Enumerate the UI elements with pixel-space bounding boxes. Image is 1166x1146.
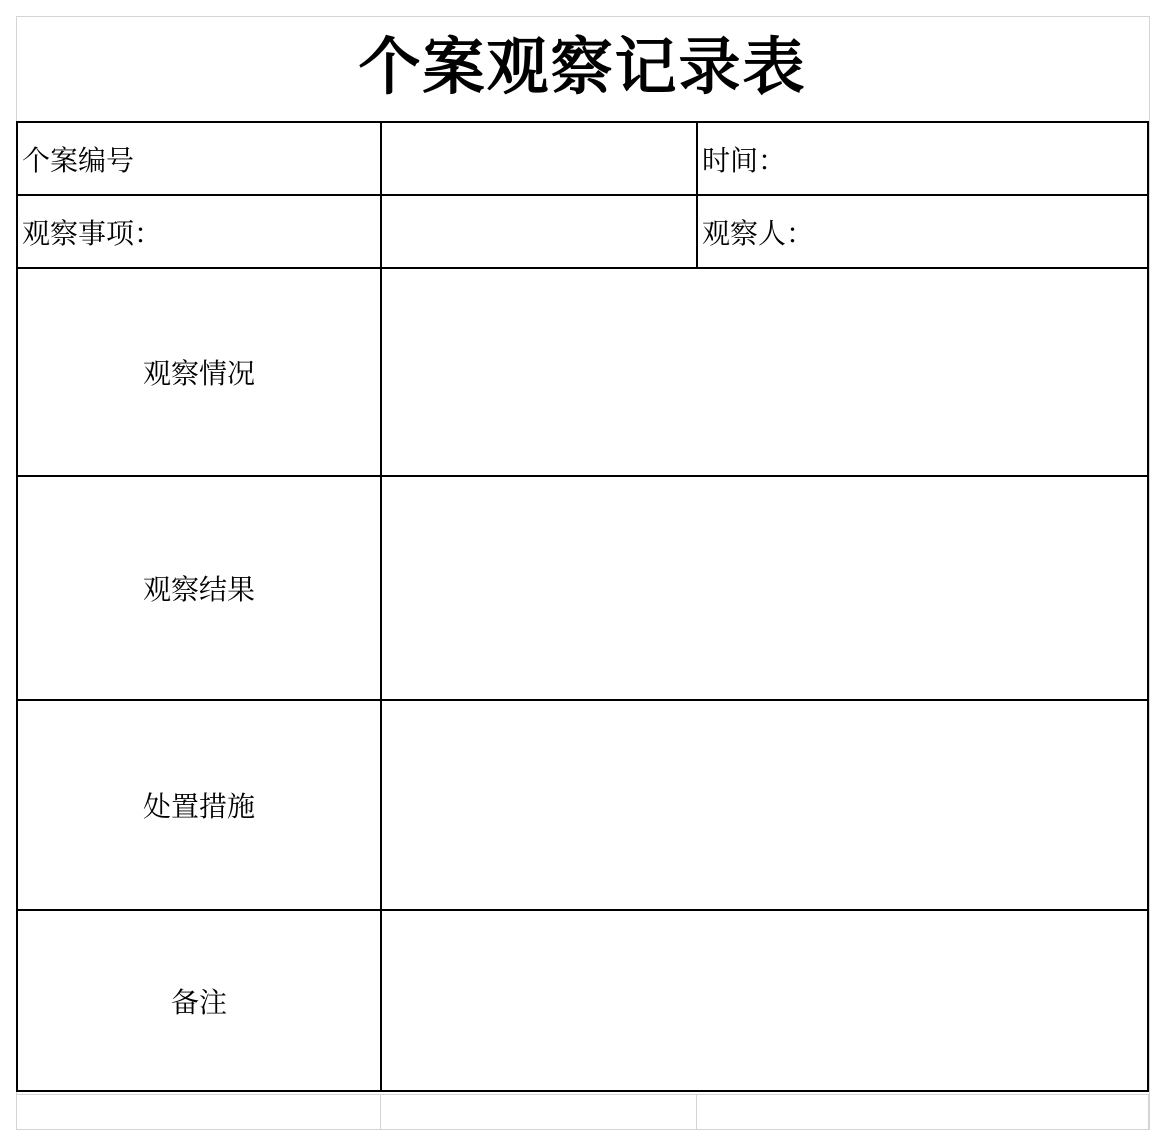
observation-situation-field[interactable] [382, 269, 1147, 475]
observation-result-field[interactable] [382, 477, 1147, 699]
footer-gridline-2 [696, 1095, 697, 1129]
divider-row2 [18, 267, 1147, 269]
gridline-right [1149, 16, 1150, 1130]
record-form-table [16, 121, 1149, 1092]
observation-situation-label: 观察情况 [142, 357, 255, 390]
divider-col2 [696, 123, 698, 267]
disposal-measures-field[interactable] [382, 701, 1147, 909]
page-title: 个案观察记录表 [358, 30, 807, 103]
disposal-measures-label: 处置措施 [142, 790, 255, 823]
time-label: 时间： [702, 143, 787, 177]
divider-col1 [380, 123, 382, 1090]
divider-section2 [18, 699, 1147, 701]
remarks-label: 备注 [170, 985, 227, 1019]
case-number-label: 个案编号 [22, 143, 135, 177]
observation-result-label: 观察结果 [142, 573, 255, 606]
remarks-field[interactable] [382, 911, 1147, 1090]
observation-item-field[interactable] [380, 196, 696, 267]
divider-section3 [18, 909, 1147, 911]
title-cell [16, 16, 1149, 118]
divider-row1 [18, 194, 1147, 196]
observation-item-label: 观察事项： [22, 216, 163, 250]
empty-footer-row [16, 1094, 1149, 1130]
observer-label: 观察人： [702, 216, 815, 250]
footer-gridline-1 [380, 1095, 381, 1129]
divider-section1 [18, 475, 1147, 477]
case-number-field[interactable] [380, 123, 696, 194]
